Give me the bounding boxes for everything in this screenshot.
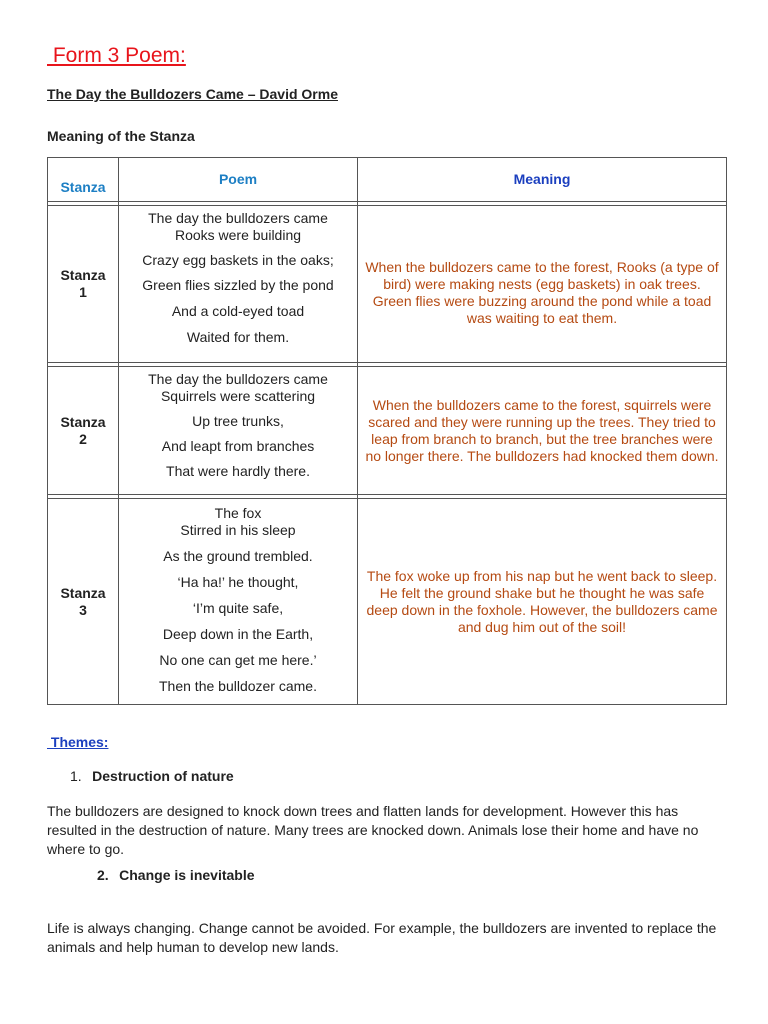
poem-line: ‘Ha ha!’ he thought, xyxy=(177,574,299,590)
poem-line: The day the bulldozers came xyxy=(148,371,328,387)
poem-line: That were hardly there. xyxy=(166,463,310,479)
poem-cell xyxy=(119,367,358,495)
stanza-label-number: 2 xyxy=(79,430,87,447)
page-title: Form 3 Poem: xyxy=(47,44,186,67)
poem-line: And a cold-eyed toad xyxy=(171,303,305,319)
poem-line: Up tree trunks, xyxy=(192,413,284,429)
table-row xyxy=(48,206,727,363)
stanza-label-word: Stanza xyxy=(60,413,106,430)
stanza-label xyxy=(48,367,119,495)
poem-line: Stirred in his sleep xyxy=(180,522,296,538)
theme-title: Destruction of nature xyxy=(92,768,234,784)
meaning-text: When the bulldozers came to the forest, Rooks (a type of bird) were making nests (egg baskets) in oak trees. Green flies were buzzing around the pond while a toad was waiting to eat them. xyxy=(365,258,719,326)
poem-line: The day the bulldozers came xyxy=(148,210,328,226)
theme-number: 2. xyxy=(97,867,109,883)
theme-1-heading xyxy=(70,768,234,786)
poem-line: Deep down in the Earth, xyxy=(162,626,314,642)
themes-heading: Themes: xyxy=(47,734,109,750)
theme-2-heading xyxy=(97,867,255,885)
stanza-label-word: Stanza xyxy=(60,267,106,283)
stanza-label-word: Stanza xyxy=(60,584,106,601)
poem-line: The fox xyxy=(214,505,262,521)
poem-title-author: The Day the Bulldozers Came – David Orme xyxy=(47,86,338,102)
poem-line: Then the bulldozer came. xyxy=(159,678,317,694)
stanza-meaning-table xyxy=(47,157,727,705)
poem-line: Crazy egg baskets in the oaks; xyxy=(142,252,334,268)
poem-line: And leapt from branches xyxy=(161,438,315,454)
meaning-cell xyxy=(358,367,727,495)
theme-number: 1. xyxy=(70,768,82,784)
stanza-label xyxy=(48,206,119,363)
poem-line: ‘I’m quite safe, xyxy=(192,600,284,616)
poem-line: Waited for them. xyxy=(186,329,290,345)
meaning-text: When the bulldozers came to the forest, squirrels were scared and they were running up the trees. They tried to leap from branch to branch, but the tree branches were no longer there. The bulldozers had knocked them down. xyxy=(365,396,719,464)
header-poem: Poem xyxy=(119,158,358,202)
poem-line: Green flies sizzled by the pond xyxy=(142,277,334,293)
poem-line: Squirrels were scattering xyxy=(160,388,316,404)
stanza-label xyxy=(48,499,119,705)
meaning-text: The fox woke up from his nap but he went back to sleep. He felt the ground shake but he thought he was safe deep down in the foxhole. However, the bulldozers came and dug him out of the soil! xyxy=(366,567,718,635)
stanza-label-number: 1 xyxy=(79,284,87,300)
theme-2-body: Life is always changing. Change cannot be avoided. For example, the bulldozers are invented to replace the animals and help human to develop new lands. xyxy=(47,920,717,955)
poem-cell xyxy=(119,499,358,705)
meaning-cell xyxy=(358,206,727,363)
header-meaning: Meaning xyxy=(358,158,727,202)
table-row xyxy=(48,367,727,495)
theme-title: Change is inevitable xyxy=(119,867,255,883)
stanza-label-number: 3 xyxy=(79,601,87,618)
poem-line: Rooks were building xyxy=(174,227,302,243)
table-header-row xyxy=(48,158,727,202)
table-row xyxy=(48,499,727,705)
poem-line: As the ground trembled. xyxy=(163,548,313,564)
header-stanza: Stanza xyxy=(48,158,119,202)
poem-line: No one can get me here.’ xyxy=(159,652,317,668)
poem-cell xyxy=(119,206,358,363)
meaning-cell xyxy=(358,499,727,705)
section-heading: Meaning of the Stanza xyxy=(47,128,195,144)
theme-1-body: The bulldozers are designed to knock down trees and flatten lands for development. However this has resulted in the destruction of nature. Many trees are knocked down. Animals lose their home and have no where to go. xyxy=(47,803,699,857)
